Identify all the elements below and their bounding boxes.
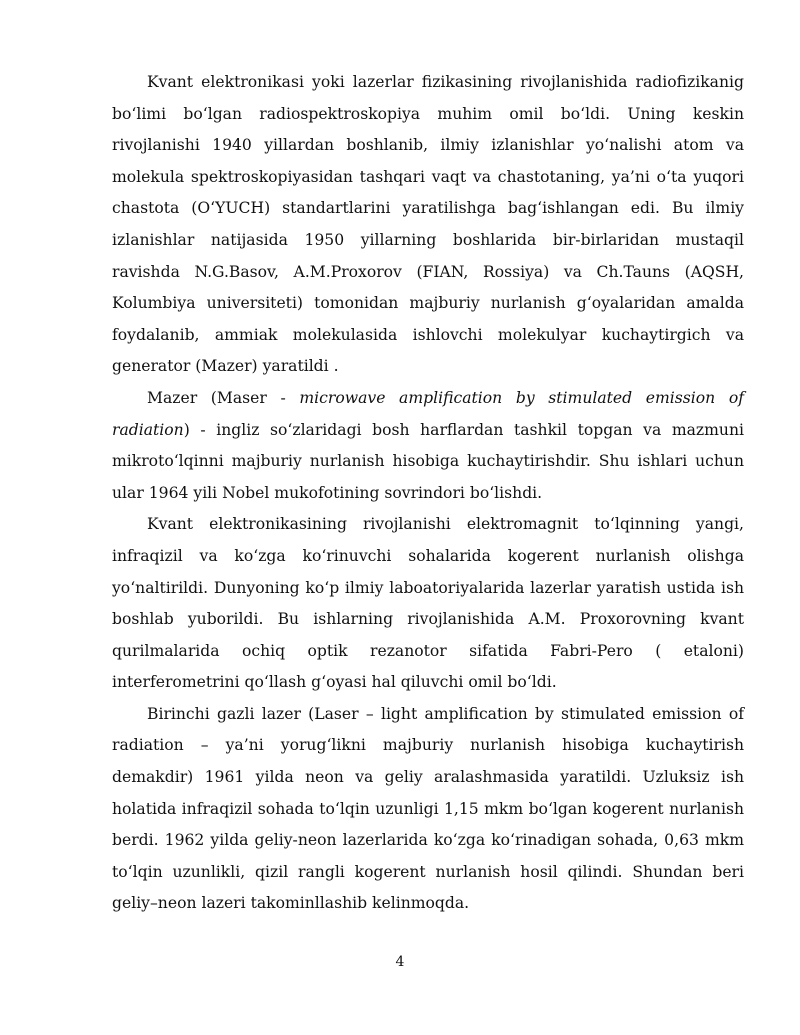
maser-definition-rest: ) - ingliz so‘zlaridagi bosh harflardan tashkil topgan va mazmuni mikroto‘lqinni majburiy nurlanish hisobiga kuchaytirishdir. Shu ishlari uchun ular 1964 yili Nobel mukofotining sovrindori bo‘lishdi. xyxy=(112,420,744,502)
document-body xyxy=(112,67,744,920)
paragraph-quantum-electronics-history: Kvant elektronikasi yoki lazerlar fizikasining rivojlanishida radiofizikanig bo‘limi bo‘lgan radiospektroskopiya muhim omil bo‘ldi. Uning keskin rivojlanishi 1940 yillardan boshlanib, ilmiy izlanishlar yo‘nalishi atom va molekula spektroskopiyasidan tashqari vaqt va chastotaning, ya’ni o‘ta yuqori chastota (O‘YUCH) standartlarini yaratilishga bag‘ishlangan edi. Bu ilmiy izlanishlar natijasida 1950 yillarning boshlarida bir-birlaridan mustaqil ravishda N.G.Basov, A.M.Proxorov (FIAN, Rossiya) va Ch.Tauns (AQSH, Kolumbiya universiteti) tomonidan majburiy nurlanish g‘oyalaridan amalda foydalanib, ammiak molekulasida ishlovchi molekulyar kuchaytirgich va generator (Mazer) yaratildi . xyxy=(112,73,744,376)
paragraph-laser-development: Kvant elektronikasining rivojlanishi elektromagnit to‘lqinning yangi, infraqizil va ko‘zga ko‘rinuvchi sohalarida kogerent nurlanish olishga yo‘naltirildi. Dunyoning ko‘p ilmiy laboatoriyalarida lazerlar yaratish ustida ish boshlab yuborildi. Bu ishlarning rivojlanishida A.M. Proxorovning kvant qurilmalarida ochiq optik rezanotor sifatida Fabri-Pero ( etaloni) interferometrini qo‘llash g‘oyasi hal qiluvchi omil bo‘ldi. xyxy=(112,515,744,692)
paragraph-maser-definition xyxy=(112,383,744,509)
page-number: 4 xyxy=(395,954,405,970)
paragraph-first-gas-laser: Birinchi gazli lazer (Laser – light amplification by stimulated emission of radiation – ya’ni yorug‘likni majburiy nurlanish hisobiga kuchaytirish demakdir) 1961 yilda neon va geliy aralashmasida yaratildi. Uzluksiz ish holatida infraqizil sohada to‘lqin uzunligi 1,15 mkm bo‘lgan kogerent nurlanish berdi. 1962 yilda geliy-neon lazerlarida ko‘zga ko‘rinadigan sohada, 0,63 mkm to‘lqin uzunlikli, qizil rangli kogerent nurlanish hosil qilindi. Shundan beri geliy–neon lazeri takominllashib kelinmoqda. xyxy=(112,704,744,913)
maser-acronym-expansion: microwave amplification by stimulated emission of radiation xyxy=(112,388,744,439)
maser-definition-lead: Mazer (Maser - xyxy=(147,388,300,407)
